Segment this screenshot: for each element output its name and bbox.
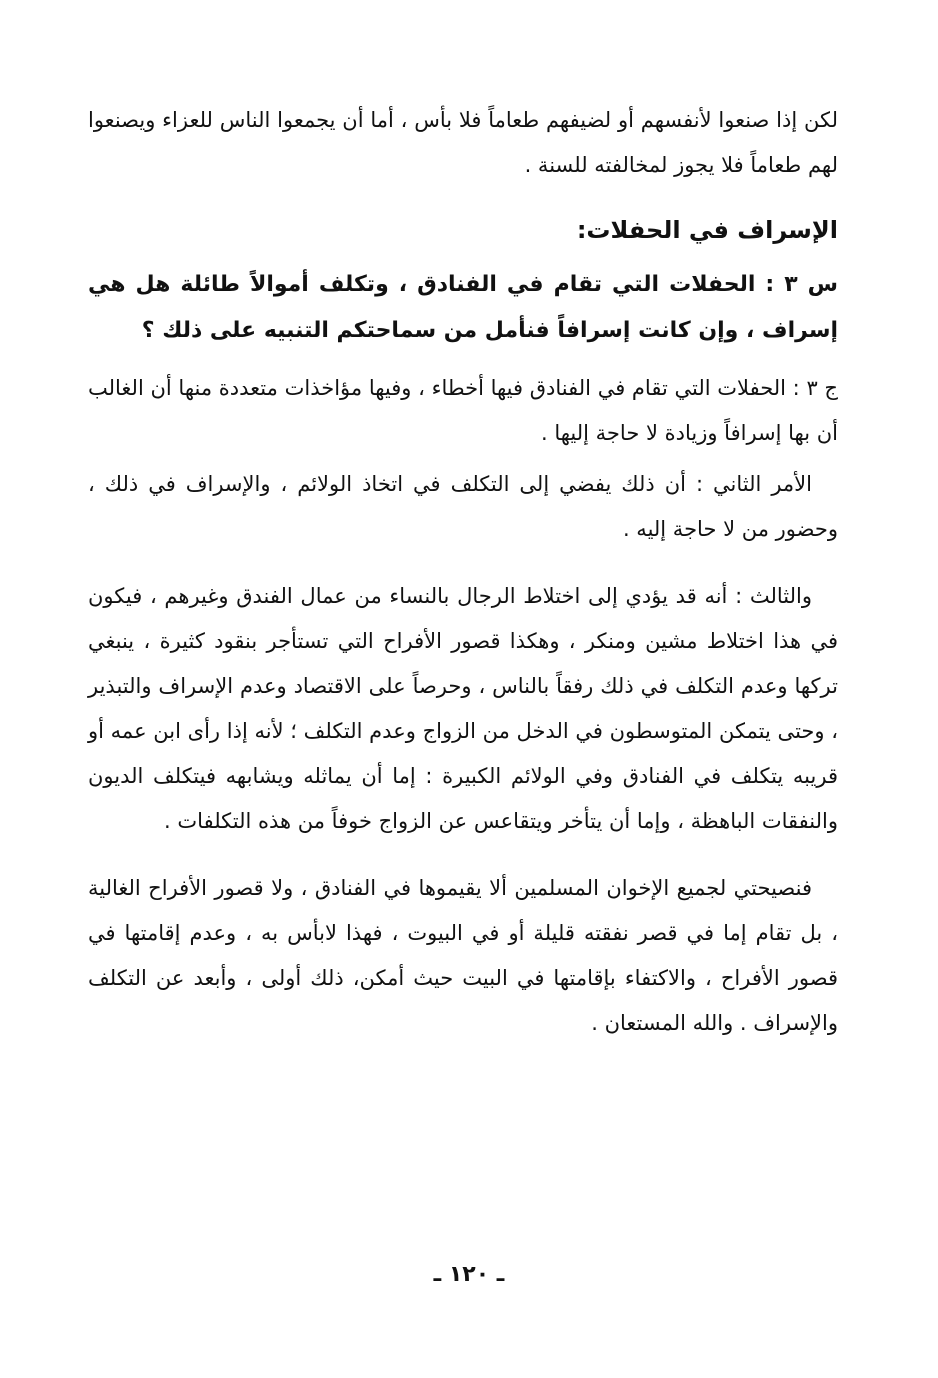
spacer — [88, 844, 838, 866]
intro-paragraph: لكن إذا صنعوا لأنفسهم أو لضيفهم طعاماً فلا بأس ، أما أن يجمعوا الناس للعزاء ويصنعوا لهم طعاماً فلا يجوز لمخالفته للسنة . — [88, 108, 838, 177]
second-point-paragraph: الأمر الثاني : أن ذلك يفضي إلى التكلف في اتخاذ الولائم ، والإسراف في ذلك ، وحضور من لا حاجة إليه . — [88, 472, 838, 541]
section-heading: الإسراف في الحفلات: — [576, 216, 838, 244]
answer-paragraph: ج ٣ : الحفلات التي تقام في الفنادق فيها أخطاء ، وفيها مؤاخذات متعددة منها أن الغالب أن بها إسرافاً وزيادة لا حاجة إليها . — [88, 376, 838, 445]
page-number: ـ ١٢٠ ـ — [433, 1262, 505, 1287]
advice-paragraph: فنصيحتي لجميع الإخوان المسلمين ألا يقيموها في الفنادق ، ولا قصور الأفراح الغالية ، بل تقام إما في قصر نفقته قليلة أو في البيوت ، فهذا لابأس به ، وعدم إقامتها في قصور الأفراح ، والاكتفاء بإقامتها في البيت حيث أمكن، ذلك أولى ، وأبعد عن التكلف والإسراف . والله المستعان . — [88, 876, 838, 1035]
page-body — [88, 98, 838, 1046]
third-point-paragraph: والثالث : أنه قد يؤدي إلى اختلاط الرجال بالنساء من عمال الفندق وغيرهم ، فيكون في هذا اختلاط مشين ومنكر ، وهكذا قصور الأفراح التي تستأجر بنقود كثيرة ، ينبغي تركها وعدم التكلف في ذلك رفقاً بالناس ، وحرصاً على الاقتصاد وعدم الإسراف والتبذير ، وحتى يتمكن المتوسطون في الدخل من الزواج وعدم التكلف ؛ لأنه إذا رأى ابن عمه أو قريبه يتكلف في الفنادق وفي الولائم الكبيرة : إما أن يماثله ويشابهه فيتكلف الديون والنفقات الباهظة ، وإما أن يتأخر ويتقاعس عن الزواج خوفاً من هذه التكلفات . — [88, 584, 838, 833]
spacer — [88, 552, 838, 574]
question-paragraph: س ٣ : الحفلات التي تقام في الفنادق ، وتكلف أموالاً طائلة هل هي إسراف ، وإن كانت إسرافاً فنأمل من سماحتكم التنبيه على ذلك ؟ — [88, 272, 838, 343]
